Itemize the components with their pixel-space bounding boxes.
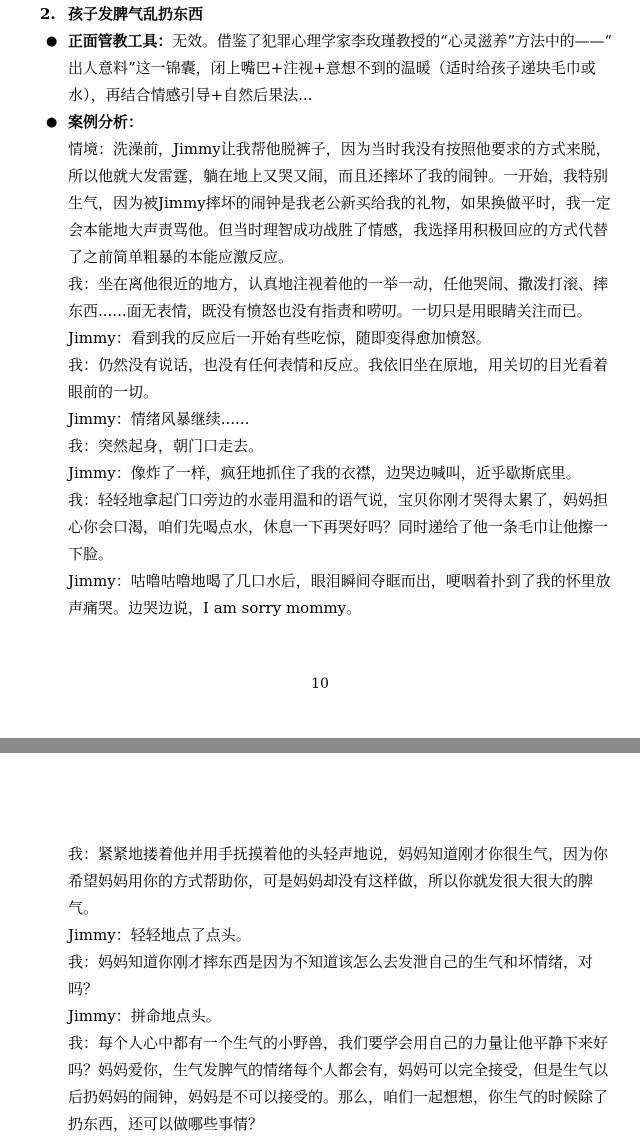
case-analysis-label: 案例分析： (68, 113, 144, 131)
body-line: 扔东西，还可以做哪些事情？ (68, 1115, 264, 1133)
body-line: Jimmy：情绪风暴继续...... (68, 410, 250, 428)
body-line: 眼前的一切。 (68, 383, 159, 401)
body-line: 我：紧紧地搂着他并用手抚摸着他的头轻声地说，妈妈知道刚才你很生气，因为你 (68, 845, 609, 863)
body-line: 会本能地大声责骂他。但当时理智成功战胜了情感，我选择用积极回应的方式代替 (68, 221, 609, 239)
body-line: 心你会口渴，咱们先喝点水，休息一下再哭好吗？同时递给了他一条毛巾让他擦一 (68, 518, 609, 536)
body-line: Jimmy：像炸了一样，疯狂地抓住了我的衣襟，边哭边喊叫，近乎歇斯底里。 (68, 464, 581, 482)
body-line: 下脸。 (68, 545, 114, 563)
section-heading (40, 4, 203, 24)
body-line: 东西......面无表情，既没有愤怒也没有指责和唠叨。一切只是用眼睛关注而已。 (68, 302, 592, 320)
document-page-2 (0, 753, 640, 1137)
bullet-icon: ● (46, 115, 58, 130)
tool-text: 无效。借鉴了犯罪心理学家李玫瑾教授的“心灵滋养”方法中的——“ (172, 32, 613, 50)
tool-line-3: 水），再结合情感引导+自然后果法... (68, 86, 313, 104)
body-line: 我：妈妈知道你刚才摔东西是因为不知道该怎么去发泄自己的生气和坏情绪，对 (68, 953, 594, 971)
page-divider (0, 738, 640, 753)
body-line: 我：每个人心中都有一个生气的小野兽，我们要学会用自己的力量让他平静下来好 (68, 1034, 609, 1052)
body-line: 情境：洗澡前，Jimmy让我帮他脱裤子，因为当时我没有按照他要求的方式来脱， (68, 140, 611, 158)
section-number: 2. (40, 5, 56, 23)
body-line: 声痛哭。边哭边说，I am sorry mommy。 (68, 599, 362, 617)
body-line: Jimmy：看到我的反应后一开始有些吃惊，随即变得愈加愤怒。 (68, 329, 491, 347)
tool-line-2: 出人意料”这一锦囊，闭上嘴巴+注视+意想不到的温暖（适时给孩子递块毛巾或 (68, 59, 596, 77)
tool-label: 正面管教工具： (68, 32, 173, 50)
body-line: 我：轻轻地拿起门口旁边的水壶用温和的语气说，宝贝你刚才哭得太累了，妈妈担 (68, 491, 609, 509)
body-line: 生气，因为被Jimmy摔坏的闹钟是我老公新买给我的礼物，如果换做平时，我一定 (68, 194, 611, 212)
body-line: Jimmy：拼命地点头。 (68, 1007, 221, 1025)
body-line: 吗？妈妈爱你，生气发脾气的情绪每个人都会有，妈妈可以完全接受，但是生气以 (68, 1061, 609, 1079)
body-line: 我：仍然没有说话，也没有任何表情和反应。我依旧坐在原地，用关切的目光看着 (68, 356, 609, 374)
body-line: 希望妈妈用你的方式帮助你，可是妈妈却没有这样做，所以你就发很大很大的脾 (68, 872, 594, 890)
body-line: 所以他就大发雷霆，躺在地上又哭又闹，而且还摔坏了我的闹钟。一开始，我特别 (68, 167, 609, 185)
body-line: Jimmy：轻轻地点了点头。 (68, 926, 251, 944)
bullet-icon: ● (46, 34, 58, 49)
tool-line-1 (68, 28, 612, 55)
body-line: 我：突然起身，朝门口走去。 (68, 437, 264, 455)
body-line: 后扔妈妈的闹钟，妈妈是不可以接受的。那么，咱们一起想想，你生气的时候除了 (68, 1088, 609, 1106)
body-line: 了之前简单粗暴的本能应激反应。 (68, 248, 294, 266)
page-number: 10 (311, 676, 329, 692)
body-line: Jimmy：咕噜咕噜地喝了几口水后，眼泪瞬间夺眶而出，哽咽着扑到了我的怀里放 (68, 572, 611, 590)
body-line: 气。 (68, 899, 99, 917)
body-line: 我：坐在离他很近的地方，认真地注视着他的一举一动，任他哭闹、撒泼打滚、摔 (68, 275, 609, 293)
section-title: 孩子发脾气乱扔东西 (68, 5, 204, 23)
body-line: 吗？ (68, 980, 99, 998)
